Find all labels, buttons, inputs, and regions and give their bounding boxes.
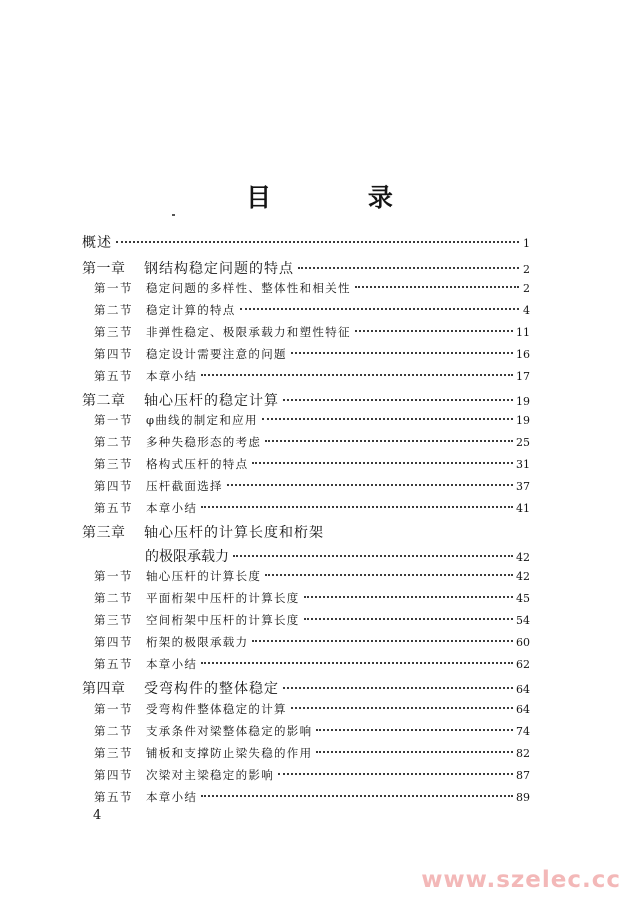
chapter-number: 第三章 — [82, 525, 126, 541]
page-ref: 4 — [523, 304, 530, 317]
page-ref: 64 — [516, 683, 530, 696]
dot-leader — [316, 751, 513, 753]
dot-leader — [283, 399, 513, 401]
toc-chapter-entry — [82, 232, 530, 252]
dot-leader — [201, 506, 513, 508]
section-number: 第一节 — [94, 281, 133, 295]
dot-leader — [262, 418, 513, 420]
toc-section-entry — [94, 568, 530, 584]
dot-leader — [265, 440, 513, 442]
section-title: 稳定设计需要注意的问题 — [146, 347, 287, 361]
toc-chapter-entry — [145, 546, 530, 566]
chapter-title: 受弯构件的整体稳定 — [144, 681, 279, 697]
page-ref: 42 — [516, 570, 530, 583]
page-ref: 19 — [516, 395, 530, 408]
page-ref: 19 — [516, 414, 530, 427]
section-number: 第二节 — [94, 435, 133, 449]
toc-chapter-entry — [82, 390, 530, 410]
toc-section-entry — [94, 656, 530, 672]
dot-leader — [233, 555, 513, 557]
dot-leader — [291, 707, 513, 709]
section-title: 压杆截面选择 — [146, 479, 223, 493]
section-title: 空间桁架中压杆的计算长度 — [146, 613, 300, 627]
dot-leader — [316, 729, 513, 731]
chapter-title: 轴心压杆的计算长度和桁架 — [144, 525, 324, 541]
toc-section-entry — [94, 789, 530, 805]
dot-leader — [283, 687, 513, 689]
page-ref: 37 — [516, 480, 530, 493]
toc-chapter-entry — [82, 258, 530, 278]
section-title: 支承条件对梁整体稳定的影响 — [146, 724, 313, 738]
toc-section-entry — [94, 634, 530, 650]
section-title: 稳定问题的多样性、整体性和相关性 — [146, 281, 351, 295]
toc-section-entry — [94, 346, 530, 362]
section-number: 第三节 — [94, 457, 133, 471]
page-ref: 16 — [516, 348, 530, 361]
toc-chapter-entry — [82, 678, 530, 698]
dot-leader — [227, 484, 513, 486]
dot-leader — [116, 241, 519, 243]
chapter-number: 第一章 — [82, 261, 126, 277]
chapter-title: 钢结构稳定问题的特点 — [144, 261, 294, 277]
dot-leader — [355, 286, 519, 288]
section-number: 第五节 — [94, 501, 133, 515]
page-ref: 41 — [516, 502, 530, 515]
dot-leader — [291, 352, 513, 354]
section-number: 第一节 — [94, 702, 133, 716]
page-ref: 60 — [516, 636, 530, 649]
page-ref: 2 — [523, 263, 530, 276]
dot-leader — [298, 267, 519, 269]
toc-section-entry — [94, 612, 530, 628]
section-title: 受弯构件整体稳定的计算 — [146, 702, 287, 716]
toc-section-entry — [94, 767, 530, 783]
section-number: 第二节 — [94, 591, 133, 605]
toc-section-entry — [94, 456, 530, 472]
dot-leader — [201, 795, 513, 797]
dot-leader — [355, 330, 513, 332]
section-title: 稳定计算的特点 — [146, 303, 236, 317]
page-ref: 74 — [516, 725, 530, 738]
section-title: φ曲线的制定和应用 — [146, 413, 258, 427]
page-ref: 45 — [516, 592, 530, 605]
toc-section-entry — [94, 302, 530, 318]
toc-section-entry — [94, 412, 530, 428]
toc-chapter-entry — [82, 522, 530, 542]
dot-leader — [278, 773, 513, 775]
page-ref: 82 — [516, 747, 530, 760]
section-title: 轴心压杆的计算长度 — [146, 569, 262, 583]
section-title: 桁架的极限承载力 — [146, 635, 249, 649]
page-ref: 1 — [523, 237, 530, 250]
chapter-number: 第二章 — [82, 393, 126, 409]
section-title: 本章小结 — [146, 657, 198, 671]
section-number: 第四节 — [94, 635, 133, 649]
page-ref: 89 — [516, 791, 530, 804]
chapter-number: 第四章 — [82, 681, 126, 697]
toc-section-entry — [94, 745, 530, 761]
page-number: 4 — [93, 808, 102, 823]
chapter-title: 轴心压杆的稳定计算 — [144, 393, 279, 409]
section-number: 第一节 — [94, 569, 133, 583]
page-ref: 42 — [516, 551, 530, 564]
watermark: www.szelec.cc — [421, 867, 621, 893]
toc-section-entry — [94, 478, 530, 494]
toc-section-entry — [94, 368, 530, 384]
section-number: 第五节 — [94, 790, 133, 804]
toc-section-entry — [94, 500, 530, 516]
section-title: 铺板和支撑防止梁失稳的作用 — [146, 746, 313, 760]
section-number: 第二节 — [94, 724, 133, 738]
section-title: 平面桁架中压杆的计算长度 — [146, 591, 300, 605]
toc-title: 目 录 — [246, 183, 437, 212]
dot-leader — [252, 462, 513, 464]
chapter-title: 概述 — [82, 235, 112, 251]
page-ref: 54 — [516, 614, 530, 627]
section-title: 多种失稳形态的考虑 — [146, 435, 262, 449]
section-number: 第四节 — [94, 479, 133, 493]
section-number: 第四节 — [94, 347, 133, 361]
section-title: 本章小结 — [146, 369, 198, 383]
dot-leader — [201, 374, 513, 376]
section-number: 第三节 — [94, 613, 133, 627]
dot-leader — [240, 308, 519, 310]
page-ref: 2 — [523, 282, 530, 295]
section-number: 第五节 — [94, 657, 133, 671]
section-title: 次梁对主梁稳定的影响 — [146, 768, 274, 782]
section-number: 第二节 — [94, 303, 133, 317]
section-number: 第三节 — [94, 325, 133, 339]
toc-section-entry — [94, 723, 530, 739]
page-ref: 17 — [516, 370, 530, 383]
page-ref: 25 — [516, 436, 530, 449]
cont-title: 的极限承载力 — [145, 549, 229, 565]
toc-section-entry — [94, 434, 530, 450]
section-title: 非弹性稳定、极限承载力和塑性特征 — [146, 325, 351, 339]
page-ref: 64 — [516, 703, 530, 716]
dot-leader — [252, 640, 513, 642]
page-ref: 11 — [516, 326, 530, 339]
page-ref: 31 — [516, 458, 530, 471]
page-ref: 87 — [516, 769, 530, 782]
dot-leader — [304, 618, 513, 620]
toc-section-entry — [94, 324, 530, 340]
page-ref: 62 — [516, 658, 530, 671]
toc-section-entry — [94, 280, 530, 296]
section-title: 本章小结 — [146, 790, 198, 804]
dot-leader — [265, 574, 513, 576]
scan-speck — [172, 214, 175, 216]
toc-section-entry — [94, 701, 530, 717]
section-title: 本章小结 — [146, 501, 198, 515]
toc-section-entry — [94, 590, 530, 606]
section-number: 第三节 — [94, 746, 133, 760]
section-number: 第四节 — [94, 768, 133, 782]
section-title: 格构式压杆的特点 — [146, 457, 249, 471]
dot-leader — [304, 596, 513, 598]
section-number: 第一节 — [94, 413, 133, 427]
dot-leader — [201, 662, 513, 664]
section-number: 第五节 — [94, 369, 133, 383]
